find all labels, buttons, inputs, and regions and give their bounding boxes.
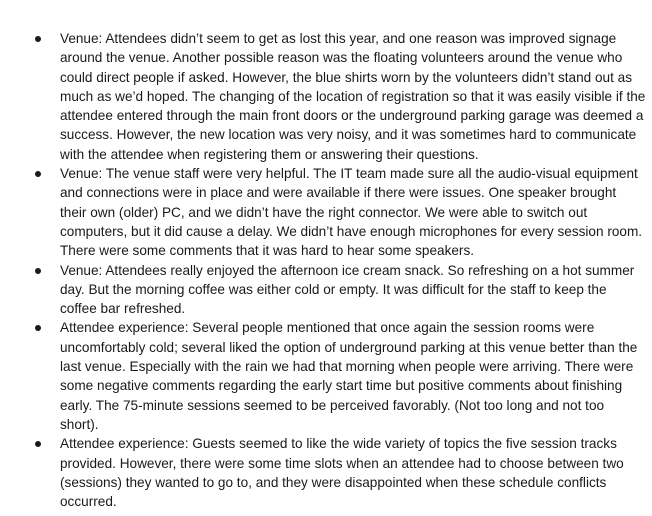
bullet-icon [35, 36, 41, 42]
list-item-text: Attendee experience: Several people mentioned that once again the session rooms were uncomfortably cold; several liked the option of underground parking at this venue better than the last venue. Especially with the rain we had that morning when people were arriving. There were some negative comments regarding the early start time but positive comments about finishing early. The 75-minute sessions seemed to be perceived favorably. (Not too long and not too short). [60, 320, 638, 432]
bullet-icon [35, 268, 41, 274]
bullet-list [60, 29, 646, 511]
list-item [60, 29, 646, 164]
list-item [60, 434, 646, 511]
list-item-text: Venue: Attendees really enjoyed the afternoon ice cream snack. So refreshing on a hot summer day. But the morning coffee was either cold or empty. It was difficult for the staff to keep the coffee bar refreshed. [60, 262, 635, 317]
list-item-text: Attendee experience: Guests seemed to like the wide variety of topics the five session tracks provided. However, there were some time slots when an attendee had to choose between two (sessions) they wanted to go to, and they were disappointed when these schedule conflicts occurred. [60, 436, 624, 510]
bullet-icon [35, 441, 41, 447]
list-item-text: Venue: Attendees didn’t seem to get as lost this year, and one reason was improved signage around the venue. Another possible reason was the floating volunteers around the venue who could direct people if asked. However, the blue shirts worn by the volunteers didn’t stand out as much as we’d hoped. The changing of the location of registration so that it was easily visible if the attendee entered through the main front doors or the underground parking garage was deemed a success. However, the new location was very noisy, and it was sometimes hard to communicate with the attendee when registering them or answering their questions. [60, 31, 646, 162]
list-item [60, 318, 646, 434]
list-item [60, 261, 646, 319]
bullet-icon [35, 325, 41, 331]
bullet-icon [35, 171, 41, 177]
list-item-text: Venue: The venue staff were very helpful. The IT team made sure all the audio-visual equipment and connections were in place and were available if there were issues. One speaker brought their own (older) PC, and we didn’t have the right connector. We were able to switch out computers, but it did cause a delay. We didn’t have enough microphones for every session room. There were some comments that it was hard to hear some speakers. [60, 166, 643, 259]
list-item [60, 164, 646, 260]
